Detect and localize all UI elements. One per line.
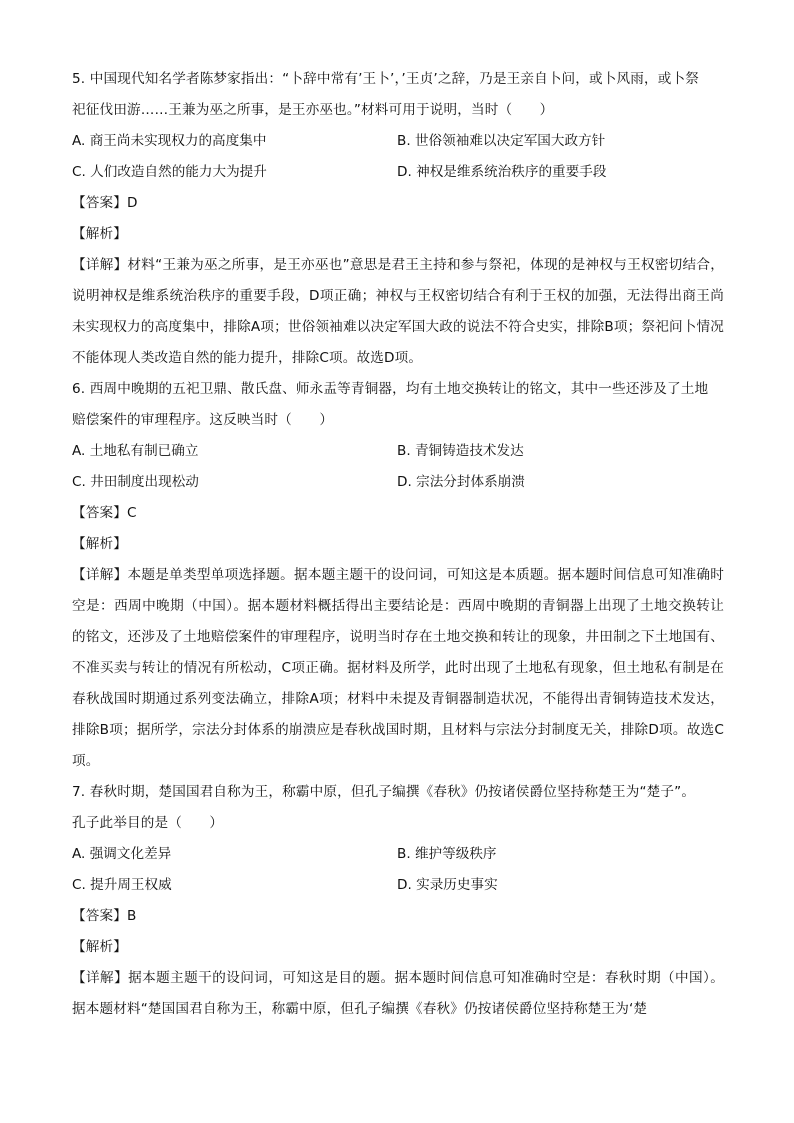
options-row xyxy=(72,870,724,901)
question-stem-line: 孔子此举目的是（ ） xyxy=(72,815,224,831)
option-b: B. 青铜铸造技术发达 xyxy=(397,443,524,459)
analysis-label: 【解析】 xyxy=(72,226,127,242)
detail-explanation: 【详解】材料“王兼为巫之所事，是王亦巫也”意思是君王主持和参与祭祀，体现的是神权与王权密切结合，说明神权是维系统治秩序的重要手段，D项正确；神权与王权密切结合有利于王权的加强，无法得出商王尚未实现权力的高度集中，排除A项；世俗领袖难以决定军国大政的说法不符合史实，排除B项；祭祀问卜情况不能体现人类改造自然的能力提升，排除C项。故选D项。 xyxy=(72,257,724,366)
question-stem-line: 7. 春秋时期，楚国国君自称为王，称霸中原，但孔子编撰《春秋》仍按诸侯爵位坚持称楚王为“楚子”。 xyxy=(72,784,696,800)
option-c: C. 井田制度出现松动 xyxy=(72,474,199,490)
answer-label: 【答案】C xyxy=(72,505,137,521)
question-6 xyxy=(72,374,724,777)
option-c: C. 提升周王权威 xyxy=(72,877,172,893)
detail-explanation: 【详解】据本题主题干的设问词，可知这是目的题。据本题时间信息可知准确时空是：春秋时期（中国）。据本题材料“楚国国君自称为王，称霸中原，但孔子编撰《春秋》仍按诸侯爵位坚持称楚王为‘楚 xyxy=(72,970,724,1017)
option-b: B. 维护等级秩序 xyxy=(397,846,497,862)
answer-label: 【答案】B xyxy=(72,908,137,924)
answer-label: 【答案】D xyxy=(72,195,138,211)
options-row xyxy=(72,157,724,188)
option-a: A. 土地私有制已确立 xyxy=(72,443,199,459)
option-a: A. 商王尚未实现权力的高度集中 xyxy=(72,133,267,149)
question-stem-line: 5. 中国现代知名学者陈梦家指出：“卜辞中常有’王卜’，’王贞’之辞，乃是王亲自卜问，或卜风雨，或卜祭 xyxy=(72,71,699,87)
option-d: D. 宗法分封体系崩溃 xyxy=(397,474,525,490)
options-row xyxy=(72,839,724,870)
option-a: A. 强调文化差异 xyxy=(72,846,172,862)
question-stem-line: 6. 西周中晚期的五祀卫鼎、散氏盘、师永盂等青铜器，均有土地交换转让的铭文，其中一些还涉及了土地 xyxy=(72,381,709,397)
option-d: D. 实录历史事实 xyxy=(397,877,498,893)
options-row xyxy=(72,467,724,498)
question-stem-line: 赔偿案件的审理程序。这反映当时（ ） xyxy=(72,412,334,428)
detail-explanation: 【详解】本题是单类型单项选择题。据本题主题干的设问词，可知这是本质题。据本题时间信息可知准确时空是：西周中晚期（中国）。据本题材料概括得出主要结论是：西周中晚期的青铜器上出现了土地交换转让的铭文，还涉及了土地赔偿案件的审理程序，说明当时存在土地交换和转让的现象，井田制之下土地国有、不准买卖与转让的情况有所松动，C项正确。据材料及所学，此时出现了土地私有现象，但土地私有制是在春秋战国时期通过系列变法确立，排除A项；材料中未提及青铜器制造状况，不能得出青铜铸造技术发达，排除B项；据所学，宗法分封体系的崩溃应是春秋战国时期，且材料与宗法分封制度无关，排除D项。故选C项。 xyxy=(72,567,724,769)
options-row xyxy=(72,436,724,467)
option-d: D. 神权是维系统治秩序的重要手段 xyxy=(397,164,607,180)
analysis-label: 【解析】 xyxy=(72,939,127,955)
question-7 xyxy=(72,777,724,1025)
document-content xyxy=(72,64,724,1025)
option-c: C. 人们改造自然的能力大为提升 xyxy=(72,164,267,180)
option-b: B. 世俗领袖难以决定军国大政方针 xyxy=(397,133,606,149)
options-row xyxy=(72,126,724,157)
question-5 xyxy=(72,64,724,374)
analysis-label: 【解析】 xyxy=(72,536,127,552)
question-stem-line: 祀征伐田游……王兼为巫之所事，是王亦巫也。”材料可用于说明，当时（ ） xyxy=(72,102,554,118)
